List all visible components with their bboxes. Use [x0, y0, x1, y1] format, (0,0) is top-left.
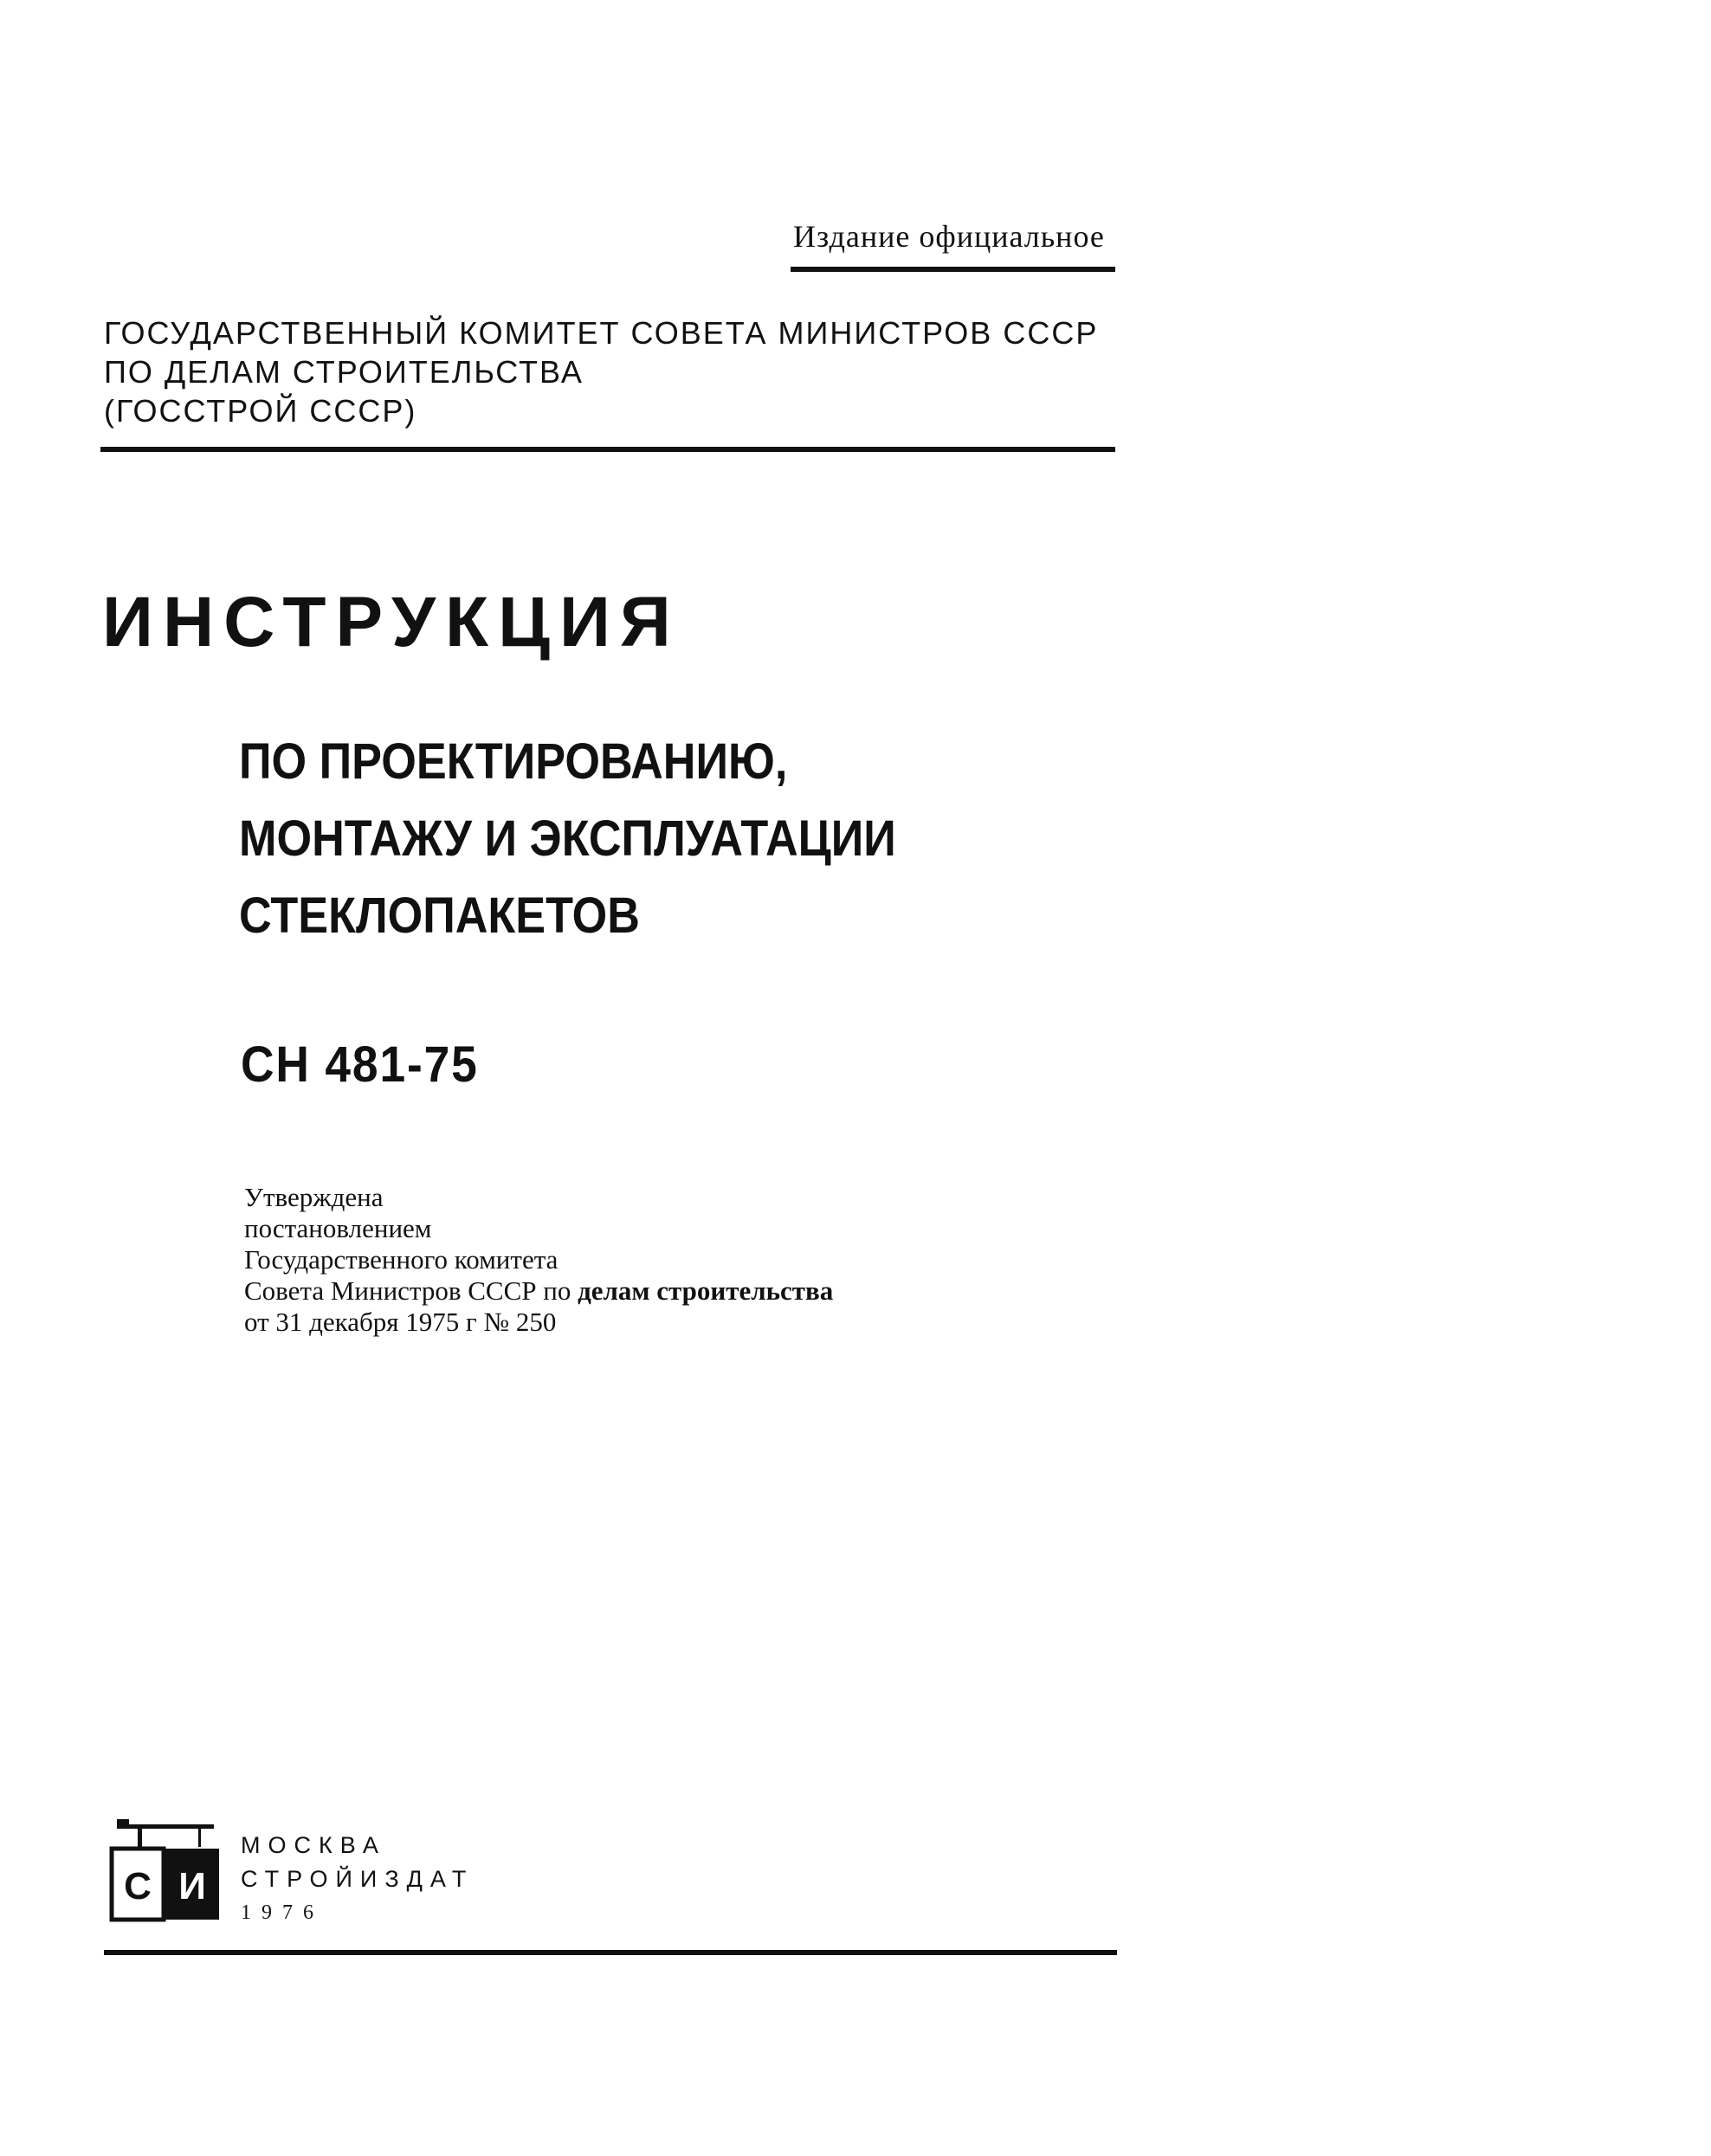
bottom-divider — [104, 1950, 1117, 1955]
subtitle-line-3: СТЕКЛОПАКЕТОВ — [239, 888, 640, 944]
approval-line-4-end: делам строительства — [578, 1275, 834, 1306]
publisher-name: СТРОЙИЗДАТ — [241, 1866, 475, 1892]
approval-line-3: Государственного комитета — [244, 1244, 558, 1275]
approval-line-5: от 31 декабря 1975 г № 250 — [244, 1307, 557, 1337]
document-code: СН 481-75 — [241, 1036, 479, 1093]
official-edition-label: Издание официальное — [793, 219, 1105, 254]
logo-letter-i: И — [178, 1865, 206, 1907]
approval-line-1: Утверждена — [244, 1182, 384, 1212]
document-title: ИНСТРУКЦИЯ — [102, 583, 681, 662]
approval-line-4 — [244, 1275, 833, 1307]
organization-divider — [100, 447, 1115, 452]
publisher-city: МОСКВА — [241, 1832, 386, 1858]
approval-statement — [244, 1182, 833, 1338]
publisher-info — [241, 1829, 474, 1930]
issuing-organization — [104, 313, 1098, 430]
subtitle-line-2: МОНТАЖУ И ЭКСПЛУАТАЦИИ — [239, 810, 896, 867]
organization-line-1: ГОСУДАРСТВЕННЫЙ КОМИТЕТ СОВЕТА МИНИСТРОВ СССР — [104, 315, 1099, 351]
stroyizdat-logo-icon — [108, 1814, 225, 1931]
organization-line-3: (ГОССТРОЙ СССР) — [104, 393, 417, 429]
approval-line-2: постановлением — [244, 1213, 432, 1243]
subtitle-line-1: ПО ПРОЕКТИРОВАНИЮ, — [239, 733, 788, 790]
organization-line-2: ПО ДЕЛАМ СТРОИТЕЛЬСТВА — [104, 354, 584, 390]
approval-line-4-start: Совета Министров СССР по — [244, 1275, 578, 1306]
official-label-underline — [791, 267, 1115, 272]
document-subtitle — [239, 723, 896, 954]
publication-year: 1976 — [241, 1901, 324, 1924]
logo-letter-s: С — [124, 1865, 152, 1907]
